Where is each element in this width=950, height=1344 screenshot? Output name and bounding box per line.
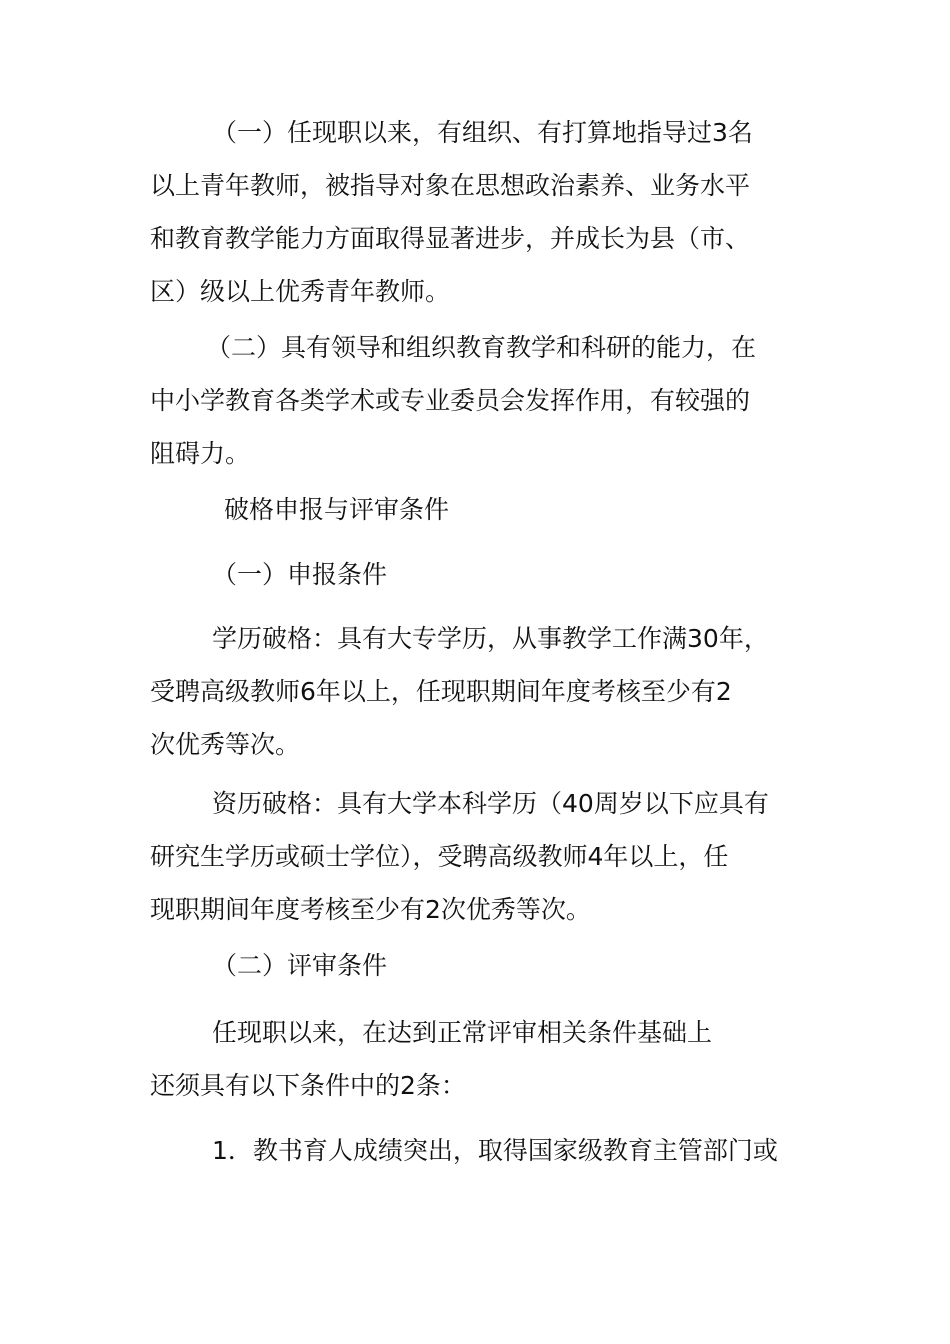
text-line: 受聘高级教师6年以上，任现职期间年度考核至少有2 [150, 677, 732, 706]
text-line: 还须具有以下条件中的2条： [150, 1071, 466, 1100]
text-line: 现职期间年度考核至少有2次优秀等次。 [150, 895, 591, 924]
paragraph-seniority-exception [150, 777, 810, 936]
text-line: 1．教书育人成绩突出，取得国家级教育主管部门或 [212, 1136, 778, 1165]
text-line: 资历破格：具有大学本科学历（40周岁以下应具有 [212, 789, 769, 818]
text-line: 和教育教学能力方面取得显著进步，并成长为县（市、 [150, 224, 751, 253]
text-line: 学历破格：具有大专学历，从事教学工作满30年， [212, 624, 769, 653]
text-line: （二）具有领导和组织教育教学和科研的能力，在 [206, 333, 757, 362]
paragraph-mentoring [150, 106, 810, 318]
paragraph-leadership [150, 321, 810, 480]
text-line: 次优秀等次。 [150, 730, 301, 759]
paragraph-item-1 [150, 1124, 810, 1177]
paragraph-review-intro [150, 1006, 810, 1112]
subsection-heading-review: （二）评审条件 [212, 951, 388, 980]
paragraph-education-exception [150, 612, 810, 771]
text-line: 任现职以来，在达到正常评审相关条件基础上 [212, 1018, 713, 1047]
section-heading: 破格申报与评审条件 [224, 495, 450, 524]
subsection-heading-application: （一）申报条件 [212, 560, 388, 589]
text-line: 中小学教育各类学术或专业委员会发挥作用，有较强的 [150, 386, 751, 415]
text-line: 研究生学历或硕士学位），受聘高级教师4年以上，任 [150, 842, 729, 871]
text-line: 阻碍力。 [150, 439, 251, 468]
text-line: 区）级以上优秀青年教师。 [150, 277, 451, 306]
text-line: 以上青年教师，被指导对象在思想政治素养、业务水平 [150, 171, 751, 200]
text-line: （一）任现职以来，有组织、有打算地指导过3名 [212, 118, 753, 147]
